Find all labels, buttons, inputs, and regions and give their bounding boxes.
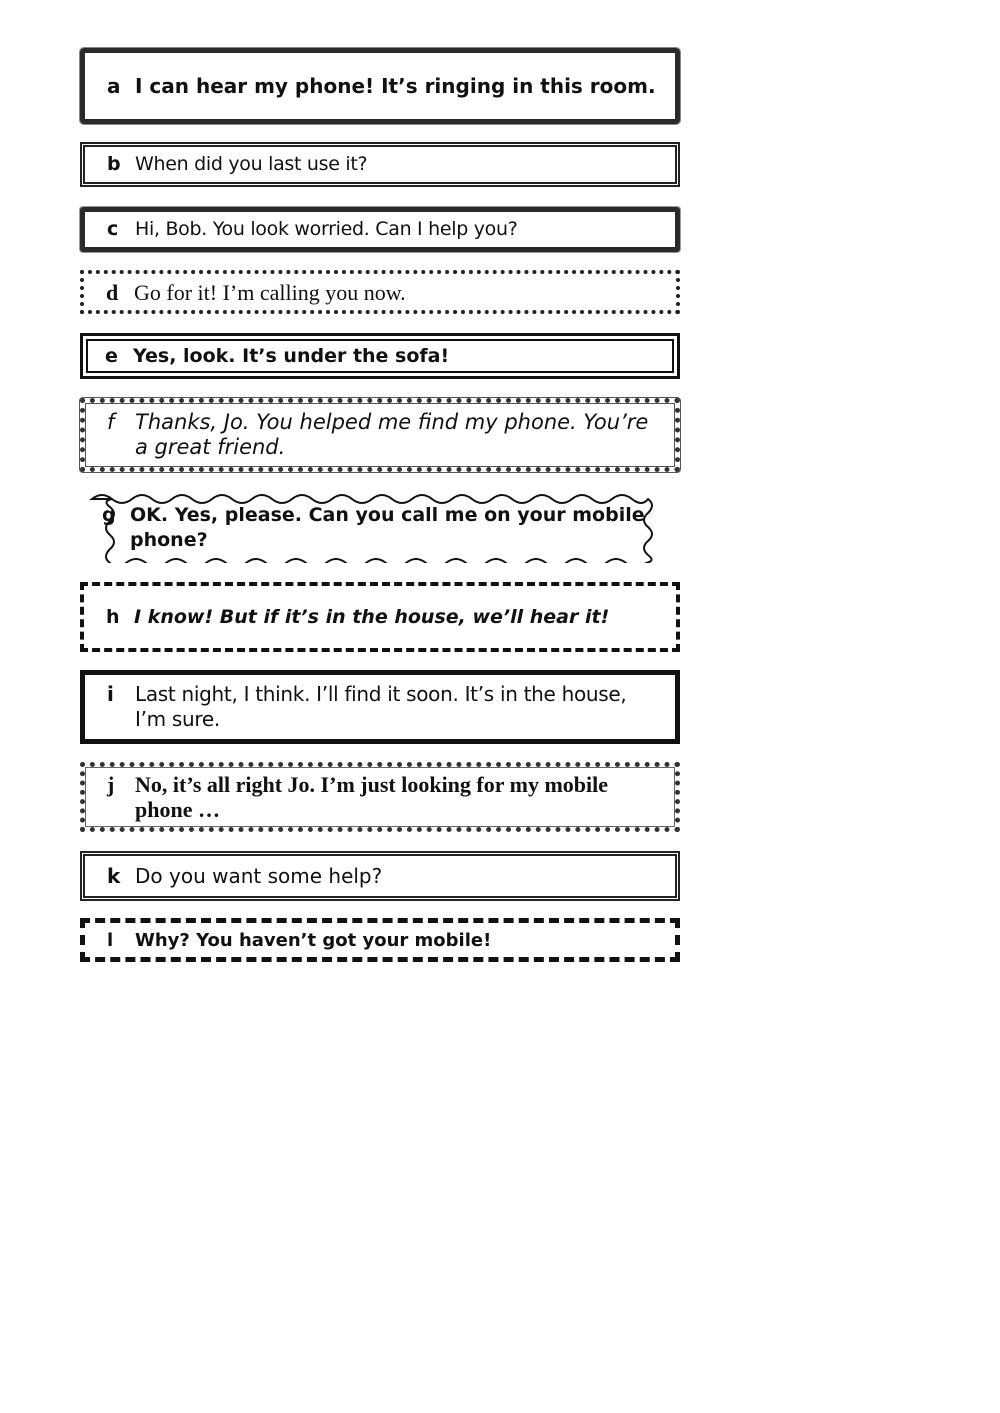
- sentence-card-a[interactable]: [80, 48, 680, 124]
- card-text: Thanks, Jo. You helped me find my phone. You’re a great friend.: [135, 410, 649, 459]
- sentence-card-j[interactable]: [80, 762, 680, 832]
- sentence-card-h[interactable]: [80, 582, 680, 652]
- card-text: Hi, Bob. You look worried. Can I help you?: [135, 218, 518, 240]
- card-text: When did you last use it?: [135, 153, 368, 175]
- card-letter: k: [107, 863, 121, 888]
- sentence-card-k[interactable]: [80, 851, 680, 901]
- card-text: Do you want some help?: [135, 863, 383, 888]
- card-letter: g: [102, 504, 116, 526]
- card-letter: e: [105, 344, 118, 367]
- card-letter: f: [107, 410, 115, 434]
- sentence-card-i[interactable]: [80, 670, 680, 744]
- sentence-card-l[interactable]: [80, 918, 680, 962]
- sentence-card-f[interactable]: [80, 398, 680, 472]
- card-text: Yes, look. It’s under the sofa!: [133, 344, 450, 367]
- card-letter: j: [107, 772, 115, 797]
- card-text: I can hear my phone! It’s ringing in this room.: [135, 73, 656, 98]
- sentence-card-b[interactable]: [80, 142, 680, 187]
- card-letter: d: [106, 279, 119, 305]
- sentence-card-d[interactable]: [80, 270, 680, 314]
- card-letter: i: [107, 682, 114, 706]
- card-text: I know! But if it’s in the house, we’ll hear it!: [134, 605, 610, 628]
- card-text: No, it’s all right Jo. I’m just looking for my mobile phone …: [135, 772, 608, 822]
- card-text: OK. Yes, please. Can you call me on your mobile phone?: [130, 504, 645, 551]
- card-letter: h: [106, 605, 120, 628]
- sentence-card-g[interactable]: [80, 493, 680, 563]
- card-letter: l: [107, 929, 114, 951]
- card-text: Last night, I think. I’ll find it soon. It’s in the house, I’m sure.: [135, 682, 627, 731]
- sentence-card-e[interactable]: [80, 333, 680, 379]
- sentence-card-c[interactable]: [80, 207, 680, 252]
- card-letter: a: [107, 73, 121, 98]
- card-letter: b: [107, 153, 121, 175]
- card-text: Go for it! I’m calling you now.: [134, 279, 406, 305]
- card-letter: c: [107, 218, 118, 240]
- card-text: Why? You haven’t got your mobile!: [135, 929, 492, 951]
